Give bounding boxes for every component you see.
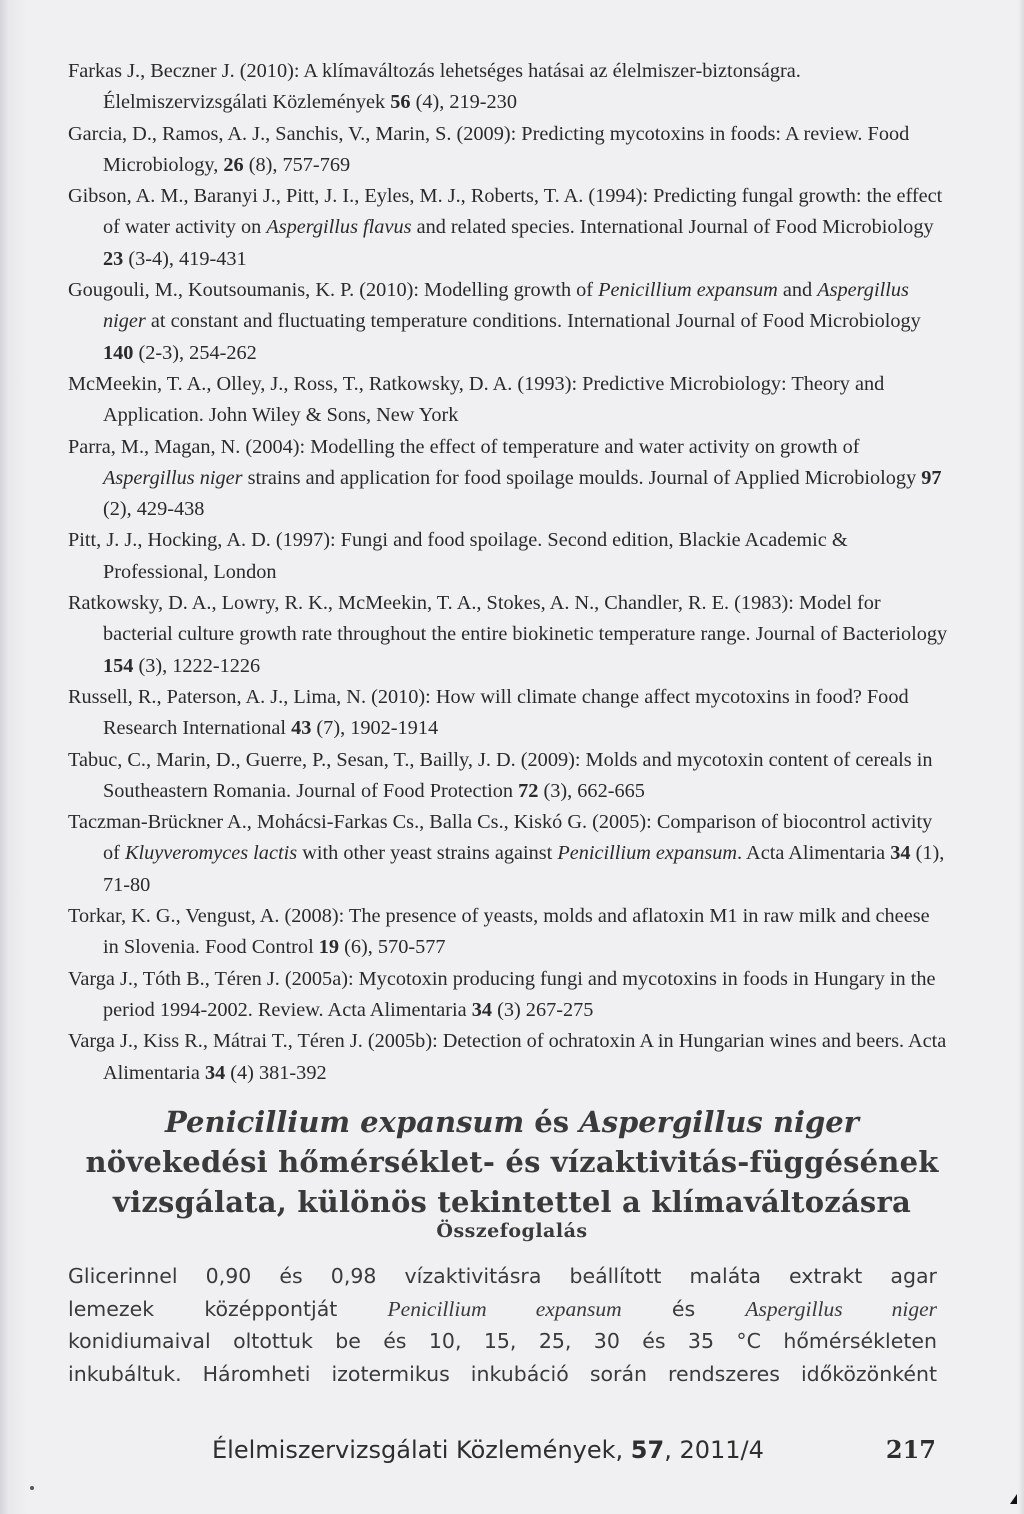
italic-species-name: Penicillium expansum: [557, 842, 738, 865]
italic-species-name: Aspergillus niger: [745, 1296, 938, 1321]
footer-journal: [212, 1430, 764, 1470]
reference-entry: [68, 964, 948, 1027]
text-run: (3-4), 419-431: [123, 247, 247, 270]
bold-volume: 34: [471, 998, 493, 1021]
text-run: (3), 1222-1226: [133, 654, 261, 677]
bold-volume: 34: [204, 1061, 226, 1084]
text-run: Glicerinnel 0,90 és 0,98 vízaktivitásra beállított maláta extrakt agar: [68, 1264, 937, 1288]
text-run: lemezek középpontját: [68, 1296, 388, 1321]
reference-entry: [68, 588, 948, 682]
text-run: (4), 219-230: [410, 91, 517, 114]
text-run: strains and application for food spoilage moulds. Journal of Applied Microbiology: [242, 466, 922, 489]
reference-entry: [68, 119, 948, 182]
text-run: Varga J., Kiss R., Mátrai T., Téren J. (2005b): Detection of ochratoxin A in Hungarian wines and beers. Acta Alimentaria: [68, 1030, 947, 1084]
bold-volume: 34: [890, 842, 911, 865]
text-run: Torkar, K. G., Vengust, A. (2008): The presence of yeasts, molds and aflatoxin M1 in raw milk and cheese in Slovenia. Food Control: [68, 905, 930, 959]
reference-entry: [68, 275, 948, 369]
text-run: and: [777, 279, 818, 302]
text-run: (6), 570-577: [339, 936, 446, 959]
reference-list: [68, 56, 948, 1089]
reference-entry: [68, 56, 948, 119]
reference-entry: [68, 432, 948, 526]
italic-species-name: Penicillium expansum: [598, 279, 778, 302]
italic-species-name: Aspergillus flavus: [266, 216, 412, 239]
text-run: . Acta Alimentaria: [737, 842, 891, 865]
text-run: (2-3), 254-262: [133, 341, 257, 364]
text-run: Garcia, D., Ramos, A. J., Sanchis, V., Marin, S. (2009): Predicting mycotoxins in foods: A review. Food Microbiology,: [68, 122, 910, 176]
text-run: (2), 429-438: [103, 498, 205, 521]
text-run: (3) 267-275: [492, 998, 594, 1021]
print-mark-dot: [30, 1486, 34, 1490]
abstract-line: [68, 1260, 937, 1293]
bold-volume: 56: [390, 91, 411, 114]
text-run: konidiumaival oltottuk be és 10, 15, 25, 30 és 35 °C hőmérsékleten: [68, 1329, 937, 1353]
page-number: 217: [885, 1435, 936, 1464]
bold-volume: 140: [103, 341, 134, 364]
text-run: and related species. International Journal of Food Microbiology: [411, 216, 934, 239]
text-run: Taczman-Brückner A., Mohácsi-Farkas Cs., Balla Cs., Kiskó G. (2005): Comparison of biocontrol activity of: [68, 811, 933, 865]
italic-species-name: Aspergillus niger: [103, 466, 243, 489]
title-species-1: Penicillium expansum: [165, 1105, 525, 1139]
bold-volume: 26: [223, 153, 244, 176]
text-run: Ratkowsky, D. A., Lowry, R. K., McMeekin, T. A., Stokes, A. N., Chandler, R. E. (1983): Model for bacterial culture growth rate throughout the entire biokinetic temperature range. Journal of Bacteriology: [68, 592, 948, 646]
footer-volume: 57: [630, 1436, 665, 1464]
article-title-line-3: vizsgálata, különös tekintettel a klímaváltozásra: [113, 1185, 911, 1219]
text-run: Tabuc, C., Marin, D., Guerre, P., Sesan, T., Bailly, J. D. (2009): Molds and mycotoxin content of cereals in Southeastern Romania. Journal of Food Protection: [68, 748, 933, 802]
text-run: at constant and fluctuating temperature conditions. International Journal of Food Microbiology: [145, 310, 921, 333]
text-run: Russell, R., Paterson, A. J., Lima, N. (2010): How will climate change affect mycotoxins in food? Food Research International: [68, 685, 909, 740]
footer-journal-name: Élelmiszervizsgálati Közlemények,: [212, 1436, 624, 1464]
bold-volume: 97: [921, 466, 942, 489]
title-species-2: Aspergillus niger: [579, 1105, 859, 1139]
text-run: inkubáltuk. Háromheti izotermikus inkubáció során rendszeres időközönként: [68, 1361, 937, 1386]
italic-species-name: Kluyveromyces lactis: [124, 842, 298, 865]
italic-species-name: Penicillium expansum: [387, 1296, 622, 1321]
text-run: (3), 662-665: [538, 779, 645, 802]
article-title-line-1: [40, 1102, 984, 1142]
text-run: (7), 1902-1914: [311, 717, 439, 740]
reference-entry: [68, 901, 948, 964]
text-run: McMeekin, T. A., Olley, J., Ross, T., Ratkowsky, D. A. (1993): Predictive Microbiology: Theory and Application. John Wiley & Sons, New York: [68, 372, 885, 427]
title-conjunction: és: [534, 1105, 570, 1139]
text-run: Varga J., Tóth B., Téren J. (2005a): Mycotoxin producing fungi and mycotoxins in foods in Hungary in the period 1994-2002. Review. Acta Alimentaria: [68, 967, 936, 1021]
abstract-line: [68, 1358, 937, 1391]
reference-entry: [68, 807, 948, 901]
abstract-text: [68, 1260, 937, 1390]
reference-entry: [68, 181, 948, 275]
text-run: Pitt, J. J., Hocking, A. D. (1997): Fungi and food spoilage. Second edition, Blackie Academic & Professional, London: [68, 529, 848, 583]
bold-volume: 19: [318, 936, 340, 959]
bold-volume: 23: [103, 247, 124, 270]
reference-entry: [68, 525, 948, 588]
section-heading-summary: Összefoglalás: [436, 1220, 588, 1242]
italic-species-name: Aspergillus niger: [103, 279, 909, 333]
text-run: Parra, M., Magan, N. (2004): Modelling the effect of temperature and water activity on growth of: [68, 435, 860, 458]
text-run: (8), 757-769: [243, 153, 351, 176]
reference-entry: [68, 1026, 948, 1089]
text-run: with other yeast strains against: [297, 842, 558, 865]
reference-entry: [68, 682, 948, 745]
print-mark-triangle: [1010, 1494, 1017, 1504]
bold-volume: 72: [518, 779, 539, 802]
page-edge: [1018, 0, 1024, 1514]
abstract-line: [68, 1293, 937, 1326]
bold-volume: 43: [291, 717, 312, 740]
text-run: (1), 71-80: [103, 842, 945, 896]
page-footer: [212, 1430, 936, 1470]
article-title-line-2: növekedési hőmérséklet- és vízaktivitás-függésének: [85, 1145, 939, 1179]
text-run: (4) 381-392: [225, 1061, 327, 1084]
article-heading: [40, 1102, 984, 1244]
reference-entry: [68, 745, 948, 808]
abstract-line: [68, 1325, 937, 1358]
reference-entry: [68, 369, 948, 432]
bold-volume: 154: [103, 654, 134, 677]
text-run: Gibson, A. M., Baranyi J., Pitt, J. I., Eyles, M. J., Roberts, T. A. (1994): Predicting fungal growth: the effect of water activity on: [68, 185, 943, 239]
text-run: és: [621, 1296, 746, 1321]
text-run: Farkas J., Beczner J. (2010): A klímaváltozás lehetséges hatásai az élelmiszer-biztonságra. Élelmiszervizsgálati Közlemények: [68, 60, 801, 114]
text-run: Gougouli, M., Koutsoumanis, K. P. (2010): Modelling growth of: [68, 279, 599, 302]
page-gutter-shadow: [0, 0, 28, 1514]
footer-issue: , 2011/4: [664, 1436, 764, 1464]
